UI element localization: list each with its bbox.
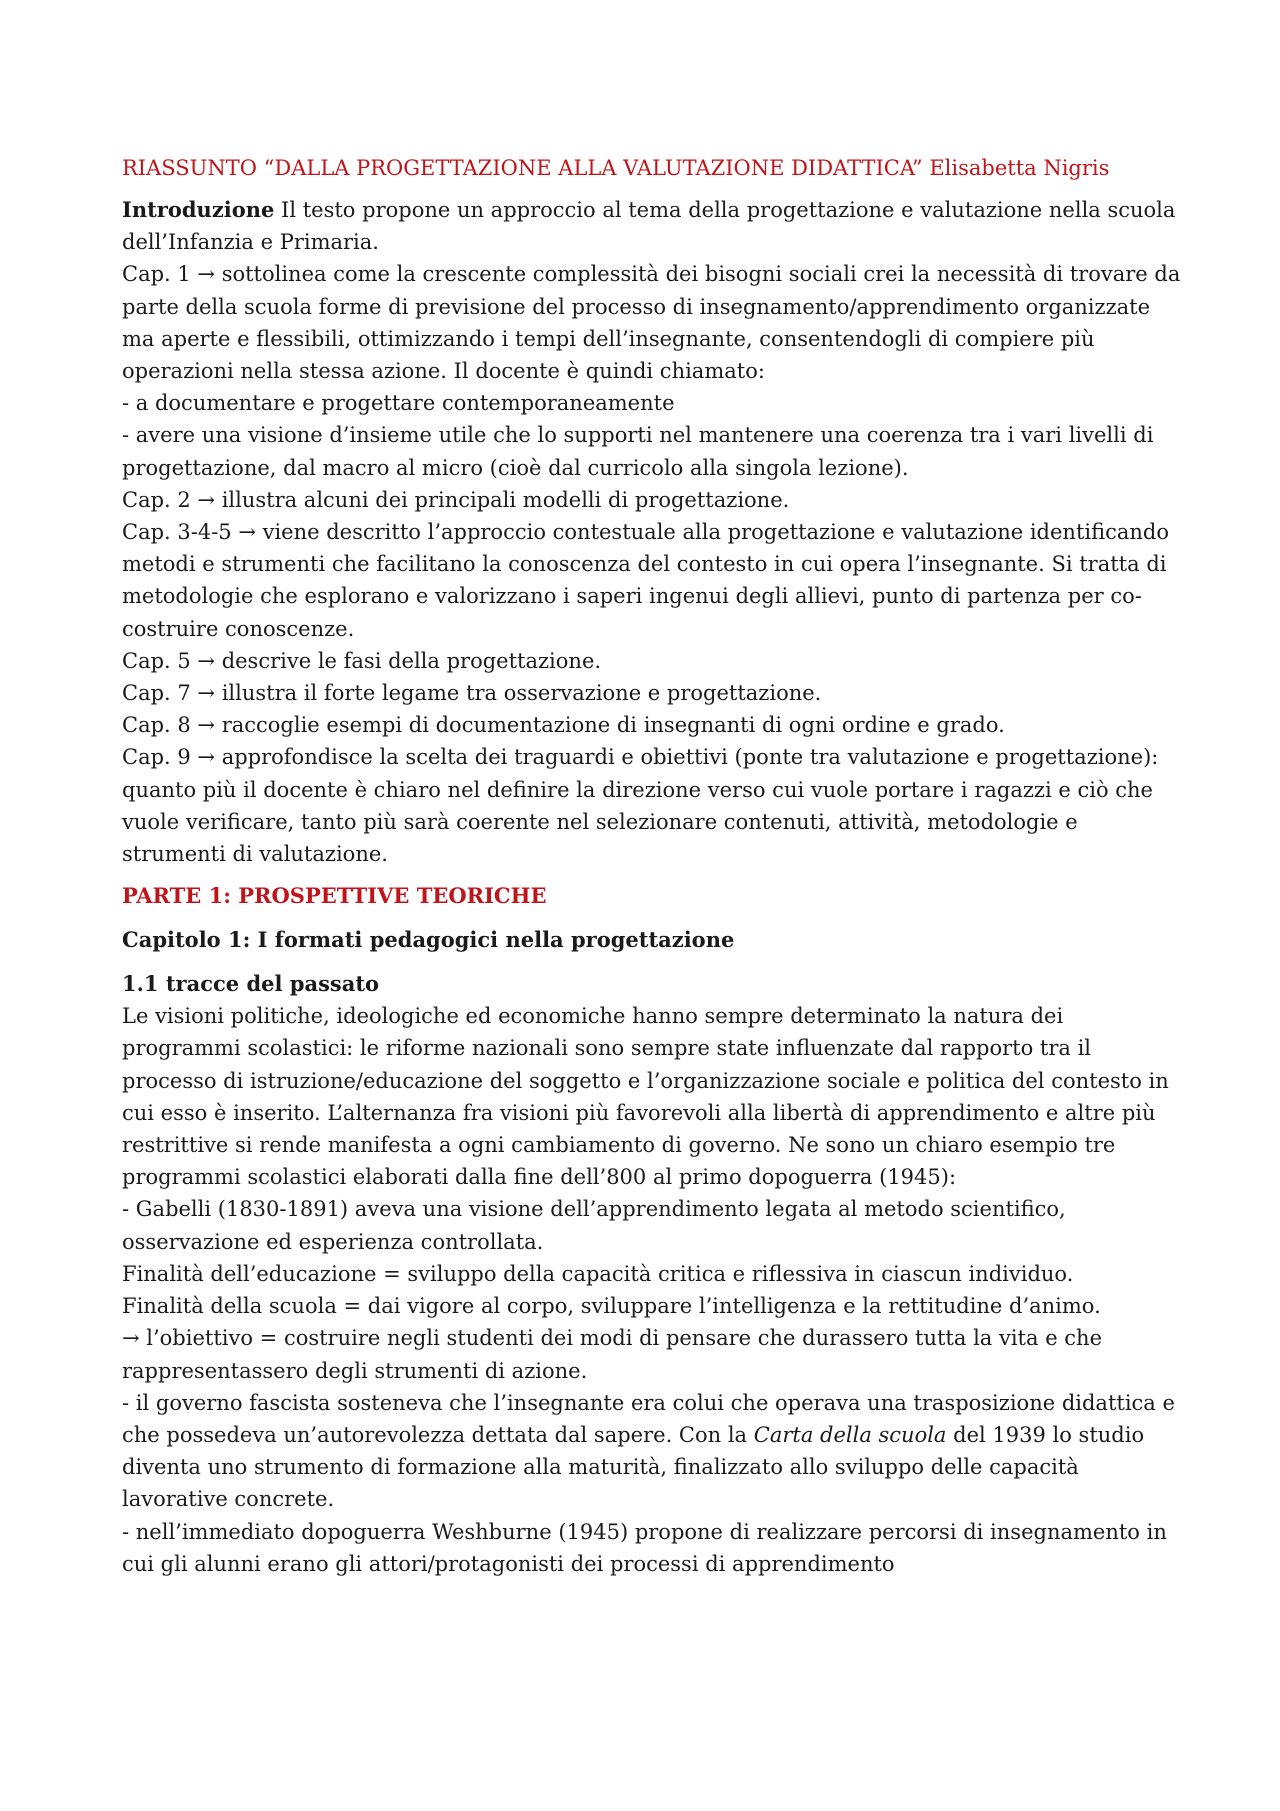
cap1-text: Cap. 1 → sottolinea come la crescente complessità dei bisogni sociali crei la necessità di trovare da parte della scuola forme di previsione del processo di insegnamento/apprendimento organizzate ma aperte e flessibili, ottimizzando i tempi dell’insegnante, consentendogli di compiere più operazioni nella stessa azione. Il docente è quindi chiamato: <box>122 262 1181 384</box>
weshburne-item: - nell’immediato dopoguerra Weshburne (1945) propone di realizzare percorsi di insegnamento in cui gli alunni erano gli attori/protagonisti dei processi di apprendimento <box>122 1519 1167 1576</box>
cap9-text: Cap. 9 → approfondisce la scelta dei traguardi e obiettivi (ponte tra valutazione e progettazione): quanto più il docente è chiaro nel definire la direzione verso cui vuole portare i ragazzi e ciò che vuole verificare, tanto più sarà coerente nel selezionare contenuti, attività, metodologie e strumenti di valutazione. <box>122 745 1159 867</box>
part-heading: PARTE 1: PROSPETTIVE TEORICHE <box>122 883 547 909</box>
cap1-bullet-2: - avere una visione d’insieme utile che lo supporti nel mantenere una coerenza tra i vari livelli di progettazione, dal macro al micro (cioè dal curricolo alla singola lezione). <box>122 423 1154 480</box>
cap5-text: Cap. 5 → descrive le fasi della progettazione. <box>122 648 602 673</box>
document-page <box>122 152 1182 1580</box>
finalita-educazione: Finalità dell’educazione = sviluppo della capacità critica e riflessiva in ciascun individuo. <box>122 1261 1074 1286</box>
section-heading: 1.1 tracce del passato <box>122 971 380 997</box>
carta-della-scuola-title: Carta della scuola <box>753 1422 947 1447</box>
fascista-item <box>122 1387 1182 1516</box>
intro-label: Introduzione <box>122 197 275 222</box>
cap1-bullet-1: - a documentare e progettare contemporaneamente <box>122 391 675 416</box>
intro-paragraph <box>122 194 1182 258</box>
document-title: RIASSUNTO “DALLA PROGETTAZIONE ALLA VALUTAZIONE DIDATTICA” Elisabetta Nigris <box>122 156 1110 180</box>
intro-text: Il testo propone un approccio al tema della progettazione e valutazione nella scuola dell’Infanzia e Primaria. <box>122 198 1176 255</box>
chapter-heading: Capitolo 1: I formati pedagogici nella progettazione <box>122 927 735 953</box>
cap345-text: Cap. 3-4-5 → viene descritto l’approccio contestuale alla progettazione e valutazione identificando metodi e strumenti che facilitano la conoscenza del contesto in cui opera l’insegnante. Si tratta di metodologie che esplorano e valorizzano i saperi ingenui degli allievi, punto di partenza per co-costruire conoscenze. <box>122 520 1170 641</box>
obiettivo-item: → l’obiettivo = costruire negli studenti dei modi di pensare che durassero tutta la vita e che rappresentassero degli strumenti di azione. <box>122 1326 1103 1383</box>
gabelli-item: - Gabelli (1830-1891) aveva una visione dell’apprendimento legata al metodo scientifico, osservazione ed esperienza controllata. <box>122 1197 1066 1254</box>
cap2-text: Cap. 2 → illustra alcuni dei principali modelli di progettazione. <box>122 487 790 512</box>
cap8-text: Cap. 8 → raccoglie esempi di documentazione di insegnanti di ogni ordine e grado. <box>122 713 1005 738</box>
fascista-text-after: del 1939 lo studio diventa uno strumento di formazione alla maturità, finalizzato allo sviluppo delle capacità lavorative concrete. <box>122 1422 1145 1512</box>
cap7-text: Cap. 7 → illustra il forte legame tra osservazione e progettazione. <box>122 681 822 706</box>
fascista-text-before: - il governo fascista sosteneva che l’insegnante era colui che operava una trasposizione didattica e che possedeva un’autorevolezza dettata dal sapere. Con la <box>122 1390 1175 1447</box>
section-paragraph-1: Le visioni politiche, ideologiche ed economiche hanno sempre determinato la natura dei programmi scolastici: le riforme nazionali sono sempre state influenzate dal rapporto tra il processo di istruzione/educazione del soggetto e l’organizzazione sociale e politica del contesto in cui esso è inserito. L’alternanza fra visioni più favorevoli alla libertà di apprendimento e altre più restrittive si rende manifesta a ogni cambiamento di governo. Ne sono un chiaro esempio tre programmi scolastici elaborati dalla fine dell’800 al primo dopoguerra (1945): <box>122 1004 1169 1190</box>
finalita-scuola: Finalità della scuola = dai vigore al corpo, sviluppare l’intelligenza e la rettitudine d’animo. <box>122 1294 1101 1319</box>
